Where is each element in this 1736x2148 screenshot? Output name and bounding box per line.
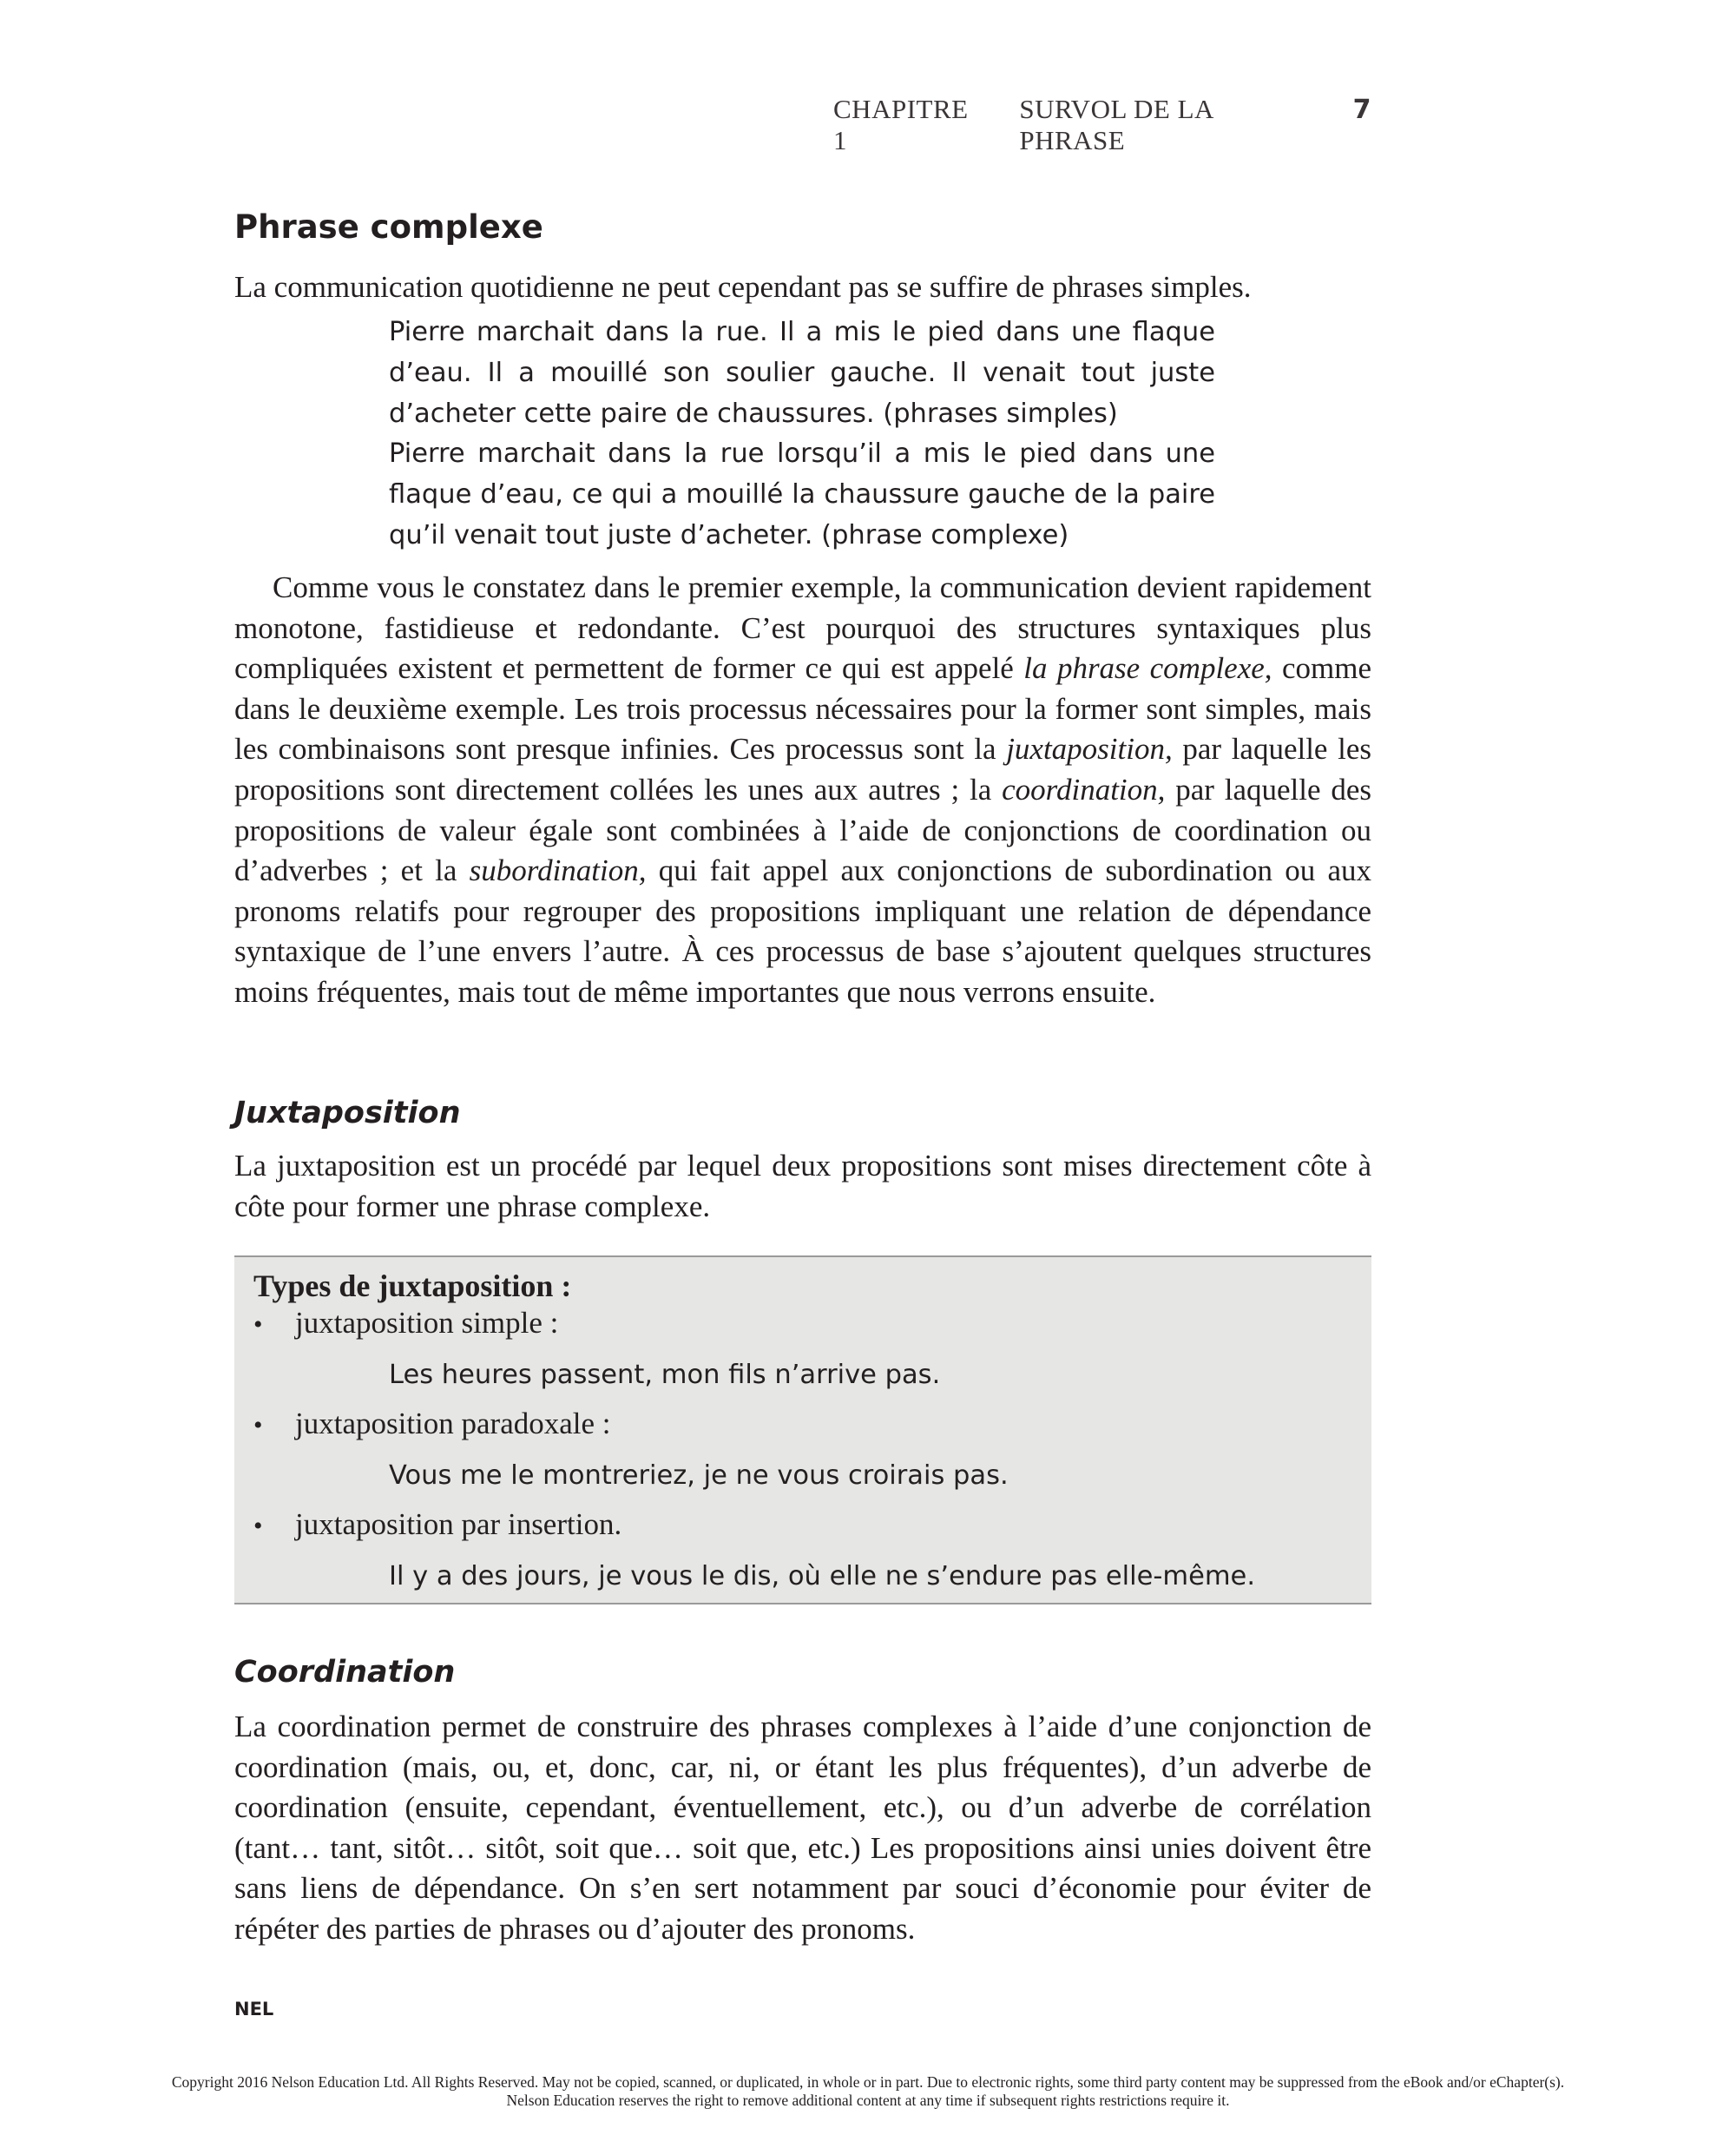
list-item-label: juxtaposition par insertion. [295, 1507, 622, 1541]
example-simple: Pierre marchait dans la rue. Il a mis le pied dans une flaque d’eau. Il a mouillé son soulier gauche. Il venait tout juste d’acheter cette paire de chaussures. (phrases simples) [389, 317, 1215, 429]
body-paragraph-processus [234, 568, 1371, 1013]
copyright-line: Copyright 2016 Nelson Education Ltd. All Rights Reserved. May not be copied, scanned, or duplicated, in whole or in part. Due to electronic rights, some third party content may be suppressed from the eBook and/or eChapter(s). [171, 2073, 1565, 2091]
list-item-example: Vous me le montreriez, je ne vous croirais pas. [389, 1460, 1009, 1491]
body-text: Comme vous le constatez dans le premier exemple, la communication devient rapidement monotone, fastidieuse et redondante. C’est pourquoi des structures syntaxiques plus compliquées existent et permettent de former ce qui est appelé [234, 570, 1371, 686]
copyright-notice [0, 2073, 1736, 2110]
list-item [253, 1507, 621, 1542]
list-item-example: Il y a des jours, je vous le dis, où elle ne s’endure pas elle-même. [389, 1561, 1256, 1591]
running-head [833, 94, 1371, 155]
bullet: • [253, 1411, 263, 1440]
body-text: par laquelle des propositions de valeur égale sont combinées à l’aide de conjonctions de coordination ou d’adverbes ; et la [234, 772, 1371, 888]
list-item-example: Les heures passent, mon fils n’arrive pas. [389, 1360, 941, 1390]
copyright-line: Nelson Education reserves the right to remove additional content at any time if subsequent rights restrictions require it. [506, 2092, 1230, 2109]
list-item-label: juxtaposition simple : [295, 1306, 559, 1340]
example-block [389, 313, 1215, 557]
bullet: • [253, 1310, 263, 1339]
page-number: 7 [1352, 95, 1371, 125]
heading-coordination: Coordination [234, 1655, 456, 1690]
list-item [253, 1306, 558, 1341]
juxtaposition-paragraph: La juxtaposition est un procédé par lequel deux propositions sont mises directement côte à côte pour former une phrase complexe. [234, 1149, 1371, 1223]
intro-paragraph: La communication quotidienne ne peut cependant pas se suffire de phrases simples. [234, 270, 1252, 304]
body-text: comme dans le deuxième exemple. Les trois processus nécessaires pour la former sont simples, mais les combinaisons sont presque infinies. Ces processus sont la [234, 651, 1371, 767]
box-title: Types de juxtaposition : [253, 1268, 572, 1303]
heading-juxtaposition: Juxtaposition [234, 1096, 461, 1130]
term-phrase-complexe: la phrase complexe, [1023, 651, 1272, 686]
list-item [253, 1407, 611, 1441]
running-head-chapter: CHAPITRE 1 [833, 94, 969, 155]
bullet: • [253, 1512, 263, 1540]
example-complex: Pierre marchait dans la rue lorsqu’il a mis le pied dans une flaque d’eau, ce qui a mouillé la chaussure gauche de la paire qu’il venait tout juste d’acheter. (phrase complexe) [389, 438, 1215, 550]
body-text: qui fait appel aux conjonctions de subordination ou aux pronoms relatifs pour regrouper des propositions impliquant une relation de dépendance syntaxique de l’une envers l’autre. À ces processus de base s’ajoutent quelques structures moins fréquentes, mais tout de même importantes que nous verrons ensuite. [234, 853, 1371, 1009]
body-text: par laquelle les propositions sont directement collées les unes aux autres ; la [234, 732, 1371, 807]
term-juxtaposition: juxtaposition, [1006, 732, 1173, 767]
publisher-mark: NEL [234, 1999, 274, 2020]
heading-phrase-complexe: Phrase complexe [234, 208, 543, 246]
running-head-section: SURVOL DE LA PHRASE [1019, 94, 1213, 155]
list-item-label: juxtaposition paradoxale : [295, 1407, 611, 1440]
coordination-paragraph: La coordination permet de construire des phrases complexes à l’aide d’une conjonction de coordination (mais, ou, et, donc, car, ni, or étant les plus fréquentes), d’un adverbe de coordination (ensuite, cependant, éventuellement, etc.), ou d’un adverbe de corrélation (tant… tant, sitôt… sitôt, soit que… soit que, etc.) Les propositions ainsi unies doivent être sans liens de dépendance. On s’en sert notamment par souci d’économie pour éviter de répéter des parties de phrases ou d’ajouter des pronoms. [234, 1710, 1371, 1946]
term-subordination: subordination, [469, 853, 647, 888]
juxtaposition-types-box [234, 1255, 1371, 1604]
term-coordination: coordination, [1002, 772, 1166, 807]
